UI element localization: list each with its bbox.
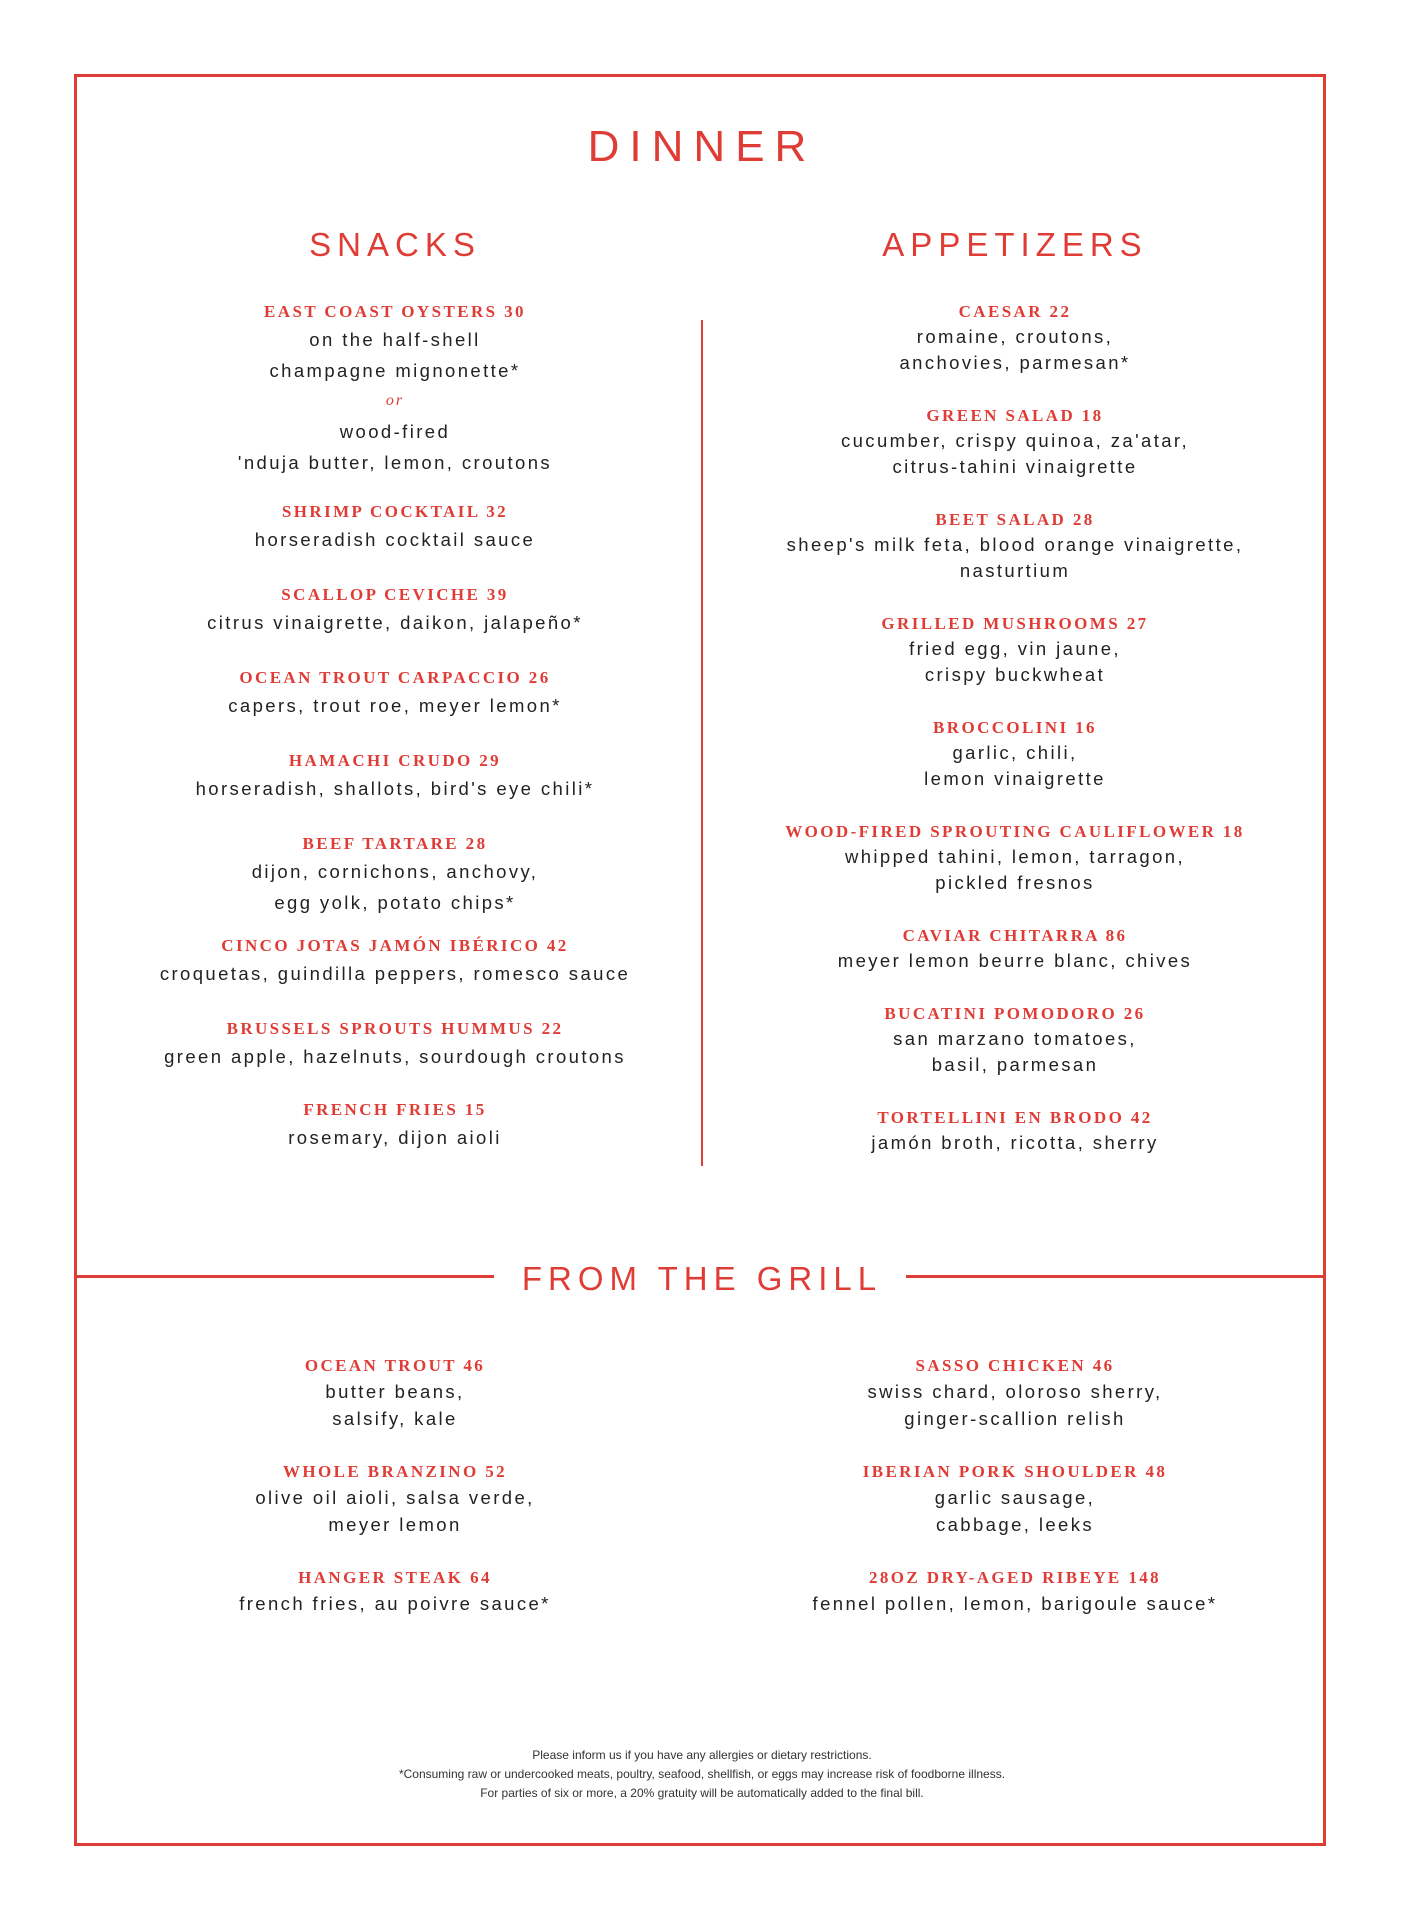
menu-item — [95, 1566, 695, 1617]
raw-food-warning: *Consuming raw or undercooked meats, poultry, seafood, shellfish, or eggs may increase risk of foodborne illness. — [398, 1767, 1006, 1781]
menu-item — [95, 1017, 695, 1072]
menu-item — [735, 1106, 1295, 1156]
item-desc: lemon vinaigrette — [924, 768, 1106, 789]
item-desc: cabbage, leeks — [935, 1514, 1095, 1535]
menu-title: DINNER — [587, 122, 817, 171]
menu-item — [95, 934, 695, 989]
menu-item — [95, 832, 695, 918]
item-desc: on the half-shell — [309, 329, 481, 350]
item-desc: horseradish, shallots, bird's eye chili* — [195, 778, 595, 799]
menu-item — [95, 500, 695, 555]
menu-item — [735, 1354, 1295, 1432]
item-desc: meyer lemon beurre blanc, chives — [837, 950, 1193, 971]
menu-item — [735, 508, 1295, 584]
item-desc: anchovies, parmesan* — [899, 352, 1131, 373]
item-name: HAMACHI CRUDO 29 — [288, 751, 502, 770]
item-name: 28OZ DRY-AGED RIBEYE 148 — [868, 1568, 1162, 1587]
item-name: GRILLED MUSHROOMS 27 — [881, 614, 1149, 633]
item-desc: wood-fired — [339, 421, 451, 442]
item-name: WHOLE BRANZINO 52 — [282, 1462, 508, 1481]
item-desc: san marzano tomatoes, — [893, 1028, 1137, 1049]
menu-item — [735, 716, 1295, 792]
menu-item — [95, 1098, 695, 1153]
item-desc: capers, trout roe, meyer lemon* — [228, 695, 562, 716]
item-name: OCEAN TROUT 46 — [304, 1356, 486, 1375]
grill-heading: FROM THE GRILL — [521, 1260, 883, 1297]
item-desc: pickled fresnos — [935, 872, 1095, 893]
item-name: BEET SALAD 28 — [935, 510, 1095, 529]
item-desc: nasturtium — [959, 560, 1071, 581]
menu-item — [735, 404, 1295, 480]
menu-item — [95, 583, 695, 638]
item-name: BROCCOLINI 16 — [933, 718, 1097, 737]
item-desc: garlic sausage, — [934, 1487, 1096, 1508]
menu-item — [95, 666, 695, 721]
item-desc: citrus-tahini vinaigrette — [892, 456, 1138, 477]
item-name: BEEF TARTARE 28 — [302, 834, 488, 853]
item-name: SASSO CHICKEN 46 — [915, 1356, 1115, 1375]
item-name: SHRIMP COCKTAIL 32 — [281, 502, 509, 521]
menu-item — [735, 924, 1295, 974]
item-name: BUCATINI POMODORO 26 — [884, 1004, 1146, 1023]
menu-item — [735, 820, 1295, 896]
item-desc: romaine, croutons, — [916, 326, 1114, 347]
item-desc: butter beans, — [325, 1381, 465, 1402]
item-name: CAESAR 22 — [958, 302, 1072, 321]
menu-item — [95, 1460, 695, 1538]
item-desc: horseradish cocktail sauce — [254, 529, 536, 550]
item-name: GREEN SALAD 18 — [926, 406, 1104, 425]
grill-left-column — [95, 1354, 695, 1617]
appetizers-heading: APPETIZERS — [882, 226, 1148, 263]
item-name: CINCO JOTAS JAMÓN IBÉRICO 42 — [221, 936, 569, 955]
menu-item — [95, 1354, 695, 1432]
gratuity-note: For parties of six or more, a 20% gratuity will be automatically added to the final bill. — [480, 1786, 924, 1800]
item-desc: cucumber, crispy quinoa, za'atar, — [840, 430, 1190, 451]
snacks-heading: SNACKS — [309, 226, 481, 263]
item-desc: green apple, hazelnuts, sourdough croutons — [164, 1046, 626, 1067]
item-desc: whipped tahini, lemon, tarragon, — [844, 846, 1186, 867]
item-desc: jamón broth, ricotta, sherry — [871, 1132, 1159, 1153]
menu-item-oysters — [95, 300, 695, 478]
item-desc: rosemary, dijon aioli — [288, 1127, 502, 1148]
item-desc: crispy buckwheat — [924, 664, 1106, 685]
item-name: CAVIAR CHITARRA 86 — [902, 926, 1128, 945]
item-desc: citrus vinaigrette, daikon, jalapeño* — [207, 612, 583, 633]
appetizers-column — [735, 300, 1295, 1156]
item-name: OCEAN TROUT CARPACCIO 26 — [239, 668, 551, 687]
item-name: HANGER STEAK 64 — [298, 1568, 492, 1587]
item-desc: croquetas, guindilla peppers, romesco sauce — [159, 963, 631, 984]
item-name: EAST COAST OYSTERS 30 — [264, 302, 526, 321]
item-name: TORTELLINI EN BRODO 42 — [877, 1108, 1153, 1127]
allergy-note: Please inform us if you have any allergies or dietary restrictions. — [532, 1748, 872, 1762]
item-desc: fennel pollen, lemon, barigoule sauce* — [812, 1593, 1218, 1614]
snacks-column — [95, 300, 695, 1153]
item-desc: sheep's milk feta, blood orange vinaigrette, — [786, 534, 1244, 555]
item-name: BRUSSELS SPROUTS HUMMUS 22 — [226, 1019, 564, 1038]
item-desc: ginger-scallion relish — [904, 1408, 1126, 1429]
menu-item — [735, 612, 1295, 688]
menu-item — [735, 300, 1295, 376]
column-divider — [701, 320, 703, 1166]
item-desc: salsify, kale — [332, 1408, 458, 1429]
item-desc: 'nduja butter, lemon, croutons — [237, 452, 553, 473]
item-desc: swiss chard, oloroso sherry, — [867, 1381, 1163, 1402]
item-desc: egg yolk, potato chips* — [274, 892, 516, 913]
item-desc: basil, parmesan — [931, 1054, 1099, 1075]
footer-notes — [0, 1746, 1404, 1803]
menu-item — [735, 1002, 1295, 1078]
item-desc: olive oil aioli, salsa verde, — [255, 1487, 535, 1508]
item-desc: garlic, chili, — [952, 742, 1078, 763]
item-name: FRENCH FRIES 15 — [303, 1100, 487, 1119]
menu-item — [95, 749, 695, 804]
or-separator: or — [385, 392, 405, 409]
item-desc: french fries, au poivre sauce* — [239, 1593, 551, 1614]
grill-right-column — [735, 1354, 1295, 1617]
item-desc: fried egg, vin jaune, — [909, 638, 1121, 659]
item-name: IBERIAN PORK SHOULDER 48 — [862, 1462, 1168, 1481]
item-name: WOOD-FIRED SPROUTING CAULIFLOWER 18 — [785, 822, 1245, 841]
menu-item — [735, 1566, 1295, 1617]
item-desc: dijon, cornichons, anchovy, — [251, 861, 539, 882]
item-desc: champagne mignonette* — [269, 360, 521, 381]
menu-item — [735, 1460, 1295, 1538]
item-desc: meyer lemon — [328, 1514, 462, 1535]
item-name: SCALLOP CEVICHE 39 — [281, 585, 509, 604]
